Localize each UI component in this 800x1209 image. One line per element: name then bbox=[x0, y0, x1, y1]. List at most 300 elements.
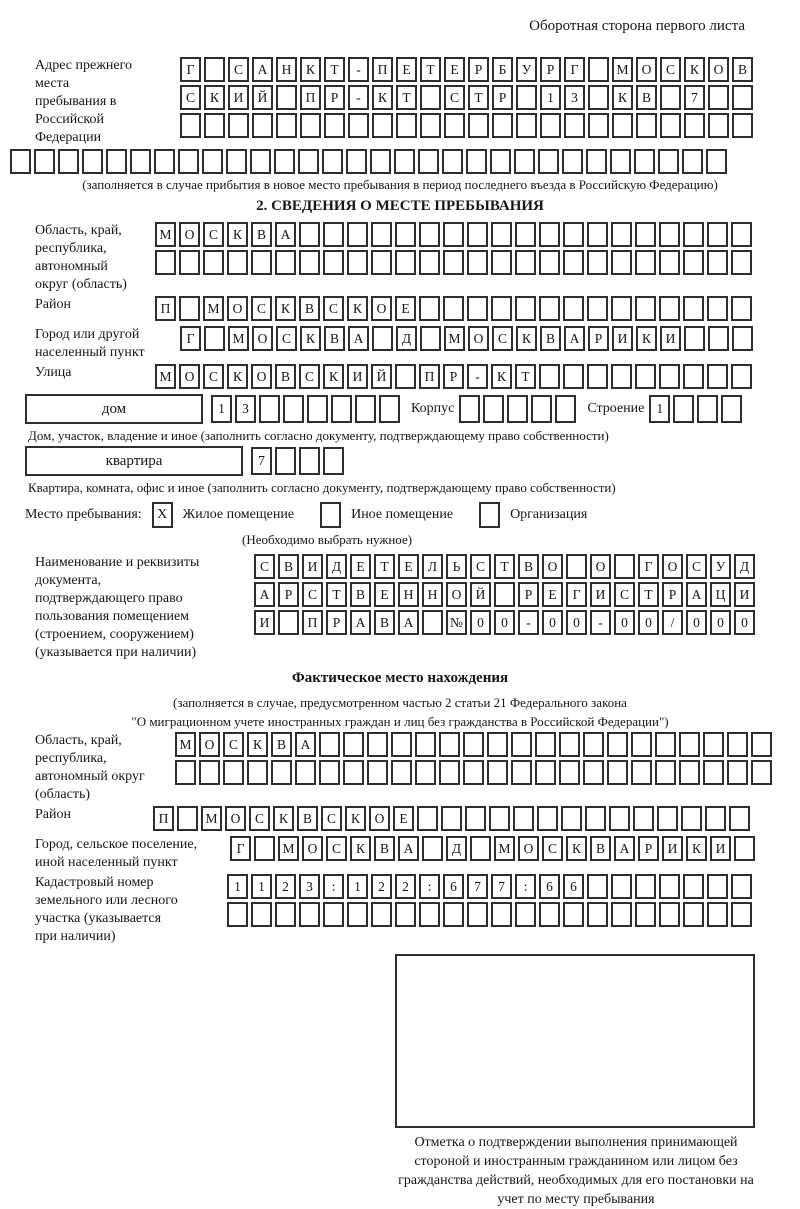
char-box[interactable]: В bbox=[540, 326, 561, 351]
char-box[interactable]: С bbox=[203, 364, 224, 389]
char-box[interactable]: Г bbox=[180, 326, 201, 351]
char-box[interactable] bbox=[250, 149, 271, 174]
char-box[interactable]: И bbox=[662, 836, 683, 861]
char-box[interactable]: С bbox=[492, 326, 513, 351]
char-box[interactable] bbox=[703, 760, 724, 785]
char-box[interactable] bbox=[396, 113, 417, 138]
char-box[interactable] bbox=[682, 149, 703, 174]
char-box[interactable]: Е bbox=[396, 57, 417, 82]
char-box[interactable] bbox=[323, 222, 344, 247]
char-box[interactable] bbox=[422, 610, 443, 635]
char-box[interactable] bbox=[732, 326, 753, 351]
char-box[interactable] bbox=[371, 222, 392, 247]
char-box[interactable]: Е bbox=[374, 582, 395, 607]
char-box[interactable] bbox=[751, 760, 772, 785]
char-box[interactable]: Г bbox=[230, 836, 251, 861]
char-box[interactable] bbox=[347, 902, 368, 927]
char-box[interactable]: У bbox=[516, 57, 537, 82]
char-box[interactable] bbox=[347, 222, 368, 247]
char-box[interactable]: А bbox=[252, 57, 273, 82]
char-box[interactable]: С bbox=[228, 57, 249, 82]
char-box[interactable] bbox=[204, 57, 225, 82]
char-box[interactable]: К bbox=[491, 364, 512, 389]
char-box[interactable] bbox=[487, 760, 508, 785]
char-box[interactable]: Р bbox=[492, 85, 513, 110]
char-box[interactable]: - bbox=[518, 610, 539, 635]
char-box[interactable]: И bbox=[254, 610, 275, 635]
char-box[interactable] bbox=[683, 902, 704, 927]
char-box[interactable]: 7 bbox=[684, 85, 705, 110]
char-box[interactable] bbox=[588, 57, 609, 82]
char-box[interactable] bbox=[635, 222, 656, 247]
char-box[interactable] bbox=[491, 222, 512, 247]
char-box[interactable]: П bbox=[302, 610, 323, 635]
char-box[interactable]: И bbox=[660, 326, 681, 351]
char-box[interactable] bbox=[372, 326, 393, 351]
char-box[interactable] bbox=[372, 113, 393, 138]
char-box[interactable] bbox=[299, 902, 320, 927]
char-box[interactable]: М bbox=[612, 57, 633, 82]
char-box[interactable]: Б bbox=[492, 57, 513, 82]
char-box[interactable] bbox=[271, 760, 292, 785]
char-box[interactable] bbox=[611, 250, 632, 275]
char-box[interactable] bbox=[275, 902, 296, 927]
char-box[interactable] bbox=[539, 296, 560, 321]
char-box[interactable] bbox=[610, 149, 631, 174]
char-box[interactable]: И bbox=[590, 582, 611, 607]
char-box[interactable] bbox=[731, 222, 752, 247]
char-box[interactable] bbox=[179, 296, 200, 321]
char-box[interactable]: И bbox=[228, 85, 249, 110]
char-box[interactable]: П bbox=[300, 85, 321, 110]
char-box[interactable] bbox=[203, 250, 224, 275]
char-box[interactable] bbox=[566, 554, 587, 579]
char-box[interactable]: Р bbox=[588, 326, 609, 351]
char-box[interactable]: Р bbox=[518, 582, 539, 607]
char-box[interactable] bbox=[539, 222, 560, 247]
char-box[interactable] bbox=[731, 902, 752, 927]
char-box[interactable] bbox=[703, 732, 724, 757]
char-box[interactable] bbox=[204, 326, 225, 351]
char-box[interactable] bbox=[587, 364, 608, 389]
char-box[interactable]: Р bbox=[443, 364, 464, 389]
char-box[interactable]: А bbox=[348, 326, 369, 351]
char-box[interactable] bbox=[562, 149, 583, 174]
char-box[interactable] bbox=[611, 874, 632, 899]
char-box[interactable]: 6 bbox=[563, 874, 584, 899]
char-box[interactable]: К bbox=[247, 732, 268, 757]
char-box[interactable] bbox=[607, 732, 628, 757]
char-box[interactable] bbox=[727, 760, 748, 785]
char-box[interactable] bbox=[491, 250, 512, 275]
char-box[interactable]: О bbox=[227, 296, 248, 321]
char-box[interactable] bbox=[418, 149, 439, 174]
char-box[interactable]: Е bbox=[350, 554, 371, 579]
char-box[interactable]: И bbox=[302, 554, 323, 579]
char-box[interactable] bbox=[731, 874, 752, 899]
char-box[interactable]: П bbox=[372, 57, 393, 82]
char-box[interactable] bbox=[299, 250, 320, 275]
char-box[interactable] bbox=[732, 85, 753, 110]
char-box[interactable] bbox=[347, 250, 368, 275]
char-box[interactable] bbox=[633, 806, 654, 831]
char-box[interactable] bbox=[609, 806, 630, 831]
char-box[interactable] bbox=[514, 149, 535, 174]
char-box[interactable]: - bbox=[348, 57, 369, 82]
char-box[interactable] bbox=[708, 85, 729, 110]
char-box[interactable] bbox=[734, 836, 755, 861]
char-box[interactable]: 0 bbox=[470, 610, 491, 635]
char-box[interactable] bbox=[465, 806, 486, 831]
char-box[interactable] bbox=[707, 902, 728, 927]
char-box[interactable] bbox=[468, 113, 489, 138]
char-box[interactable] bbox=[395, 222, 416, 247]
char-box[interactable] bbox=[228, 113, 249, 138]
char-box[interactable] bbox=[415, 732, 436, 757]
char-box[interactable] bbox=[559, 732, 580, 757]
char-box[interactable]: Й bbox=[371, 364, 392, 389]
char-box[interactable]: О bbox=[369, 806, 390, 831]
char-box[interactable] bbox=[346, 149, 367, 174]
char-box[interactable]: - bbox=[590, 610, 611, 635]
char-box[interactable] bbox=[299, 222, 320, 247]
char-box[interactable]: О bbox=[199, 732, 220, 757]
char-box[interactable] bbox=[684, 326, 705, 351]
char-box[interactable] bbox=[563, 296, 584, 321]
char-box[interactable]: А bbox=[275, 222, 296, 247]
char-box[interactable]: О bbox=[708, 57, 729, 82]
char-box[interactable] bbox=[395, 902, 416, 927]
char-box[interactable]: Ц bbox=[710, 582, 731, 607]
char-box[interactable] bbox=[583, 760, 604, 785]
char-box[interactable] bbox=[324, 113, 345, 138]
char-box[interactable] bbox=[684, 113, 705, 138]
char-box[interactable] bbox=[367, 732, 388, 757]
char-box[interactable]: К bbox=[372, 85, 393, 110]
char-box[interactable] bbox=[307, 395, 328, 423]
char-box[interactable] bbox=[607, 760, 628, 785]
char-box[interactable]: Г bbox=[180, 57, 201, 82]
char-box[interactable] bbox=[251, 250, 272, 275]
char-box[interactable] bbox=[367, 760, 388, 785]
char-box[interactable] bbox=[274, 149, 295, 174]
char-box[interactable]: В bbox=[275, 364, 296, 389]
char-box[interactable]: А bbox=[398, 610, 419, 635]
char-box[interactable] bbox=[283, 395, 304, 423]
char-box[interactable]: С bbox=[180, 85, 201, 110]
char-box[interactable] bbox=[370, 149, 391, 174]
char-box[interactable] bbox=[611, 902, 632, 927]
char-box[interactable] bbox=[539, 364, 560, 389]
char-box[interactable]: К bbox=[516, 326, 537, 351]
char-box[interactable] bbox=[420, 113, 441, 138]
char-box[interactable] bbox=[515, 250, 536, 275]
char-box[interactable]: О bbox=[252, 326, 273, 351]
char-box[interactable]: И bbox=[734, 582, 755, 607]
char-box[interactable] bbox=[659, 222, 680, 247]
char-box[interactable] bbox=[585, 806, 606, 831]
char-box[interactable]: Н bbox=[398, 582, 419, 607]
char-box[interactable] bbox=[419, 222, 440, 247]
char-box[interactable] bbox=[10, 149, 31, 174]
char-box[interactable] bbox=[391, 732, 412, 757]
char-box[interactable] bbox=[563, 902, 584, 927]
char-box[interactable]: Р bbox=[540, 57, 561, 82]
char-box[interactable]: С bbox=[254, 554, 275, 579]
char-box[interactable] bbox=[659, 250, 680, 275]
char-box[interactable] bbox=[511, 760, 532, 785]
char-box[interactable] bbox=[178, 149, 199, 174]
char-box[interactable]: В bbox=[374, 836, 395, 861]
char-box[interactable] bbox=[659, 902, 680, 927]
char-box[interactable]: К bbox=[686, 836, 707, 861]
char-box[interactable]: 1 bbox=[649, 395, 670, 423]
char-box[interactable]: Е bbox=[398, 554, 419, 579]
char-box[interactable]: Т bbox=[638, 582, 659, 607]
char-box[interactable] bbox=[564, 113, 585, 138]
char-box[interactable] bbox=[515, 902, 536, 927]
char-box[interactable] bbox=[659, 874, 680, 899]
char-box[interactable] bbox=[636, 113, 657, 138]
char-box[interactable]: 7 bbox=[251, 447, 272, 475]
char-box[interactable] bbox=[254, 836, 275, 861]
char-box[interactable] bbox=[491, 296, 512, 321]
char-box[interactable]: В bbox=[732, 57, 753, 82]
char-box[interactable] bbox=[331, 395, 352, 423]
char-box[interactable] bbox=[611, 222, 632, 247]
char-box[interactable]: Д bbox=[396, 326, 417, 351]
char-box[interactable] bbox=[721, 395, 742, 423]
char-box[interactable] bbox=[588, 113, 609, 138]
char-box[interactable]: А bbox=[295, 732, 316, 757]
char-box[interactable]: А bbox=[564, 326, 585, 351]
char-box[interactable] bbox=[658, 149, 679, 174]
char-box[interactable] bbox=[588, 85, 609, 110]
char-box[interactable] bbox=[614, 554, 635, 579]
char-box[interactable] bbox=[323, 250, 344, 275]
char-box[interactable]: О bbox=[179, 364, 200, 389]
char-box[interactable] bbox=[130, 149, 151, 174]
char-box[interactable] bbox=[708, 113, 729, 138]
char-box[interactable]: 0 bbox=[566, 610, 587, 635]
char-box[interactable]: М bbox=[444, 326, 465, 351]
char-box[interactable] bbox=[463, 760, 484, 785]
char-box[interactable] bbox=[731, 250, 752, 275]
char-box[interactable]: У bbox=[710, 554, 731, 579]
char-box[interactable]: Г bbox=[564, 57, 585, 82]
char-box[interactable]: Р bbox=[278, 582, 299, 607]
char-box[interactable]: М bbox=[155, 222, 176, 247]
char-box[interactable]: Г bbox=[566, 582, 587, 607]
char-box[interactable]: В bbox=[251, 222, 272, 247]
char-box[interactable] bbox=[443, 902, 464, 927]
char-box[interactable] bbox=[299, 447, 320, 475]
char-box[interactable]: В bbox=[374, 610, 395, 635]
char-box[interactable]: М bbox=[175, 732, 196, 757]
char-box[interactable] bbox=[732, 113, 753, 138]
char-box[interactable]: С bbox=[299, 364, 320, 389]
char-box[interactable] bbox=[467, 222, 488, 247]
char-box[interactable]: М bbox=[155, 364, 176, 389]
char-box[interactable] bbox=[555, 395, 576, 423]
char-box[interactable] bbox=[226, 149, 247, 174]
char-box[interactable] bbox=[179, 250, 200, 275]
char-box[interactable] bbox=[487, 732, 508, 757]
char-box[interactable]: 1 bbox=[347, 874, 368, 899]
char-box[interactable]: С bbox=[542, 836, 563, 861]
char-box[interactable]: : bbox=[323, 874, 344, 899]
char-box[interactable]: С bbox=[223, 732, 244, 757]
char-box[interactable]: : bbox=[515, 874, 536, 899]
char-box[interactable] bbox=[343, 732, 364, 757]
char-box[interactable]: 0 bbox=[614, 610, 635, 635]
char-box[interactable] bbox=[697, 395, 718, 423]
char-box[interactable]: Т bbox=[324, 57, 345, 82]
char-box[interactable] bbox=[679, 732, 700, 757]
char-box[interactable]: М bbox=[494, 836, 515, 861]
char-box[interactable] bbox=[707, 250, 728, 275]
char-box[interactable]: К bbox=[300, 326, 321, 351]
char-box[interactable] bbox=[635, 874, 656, 899]
char-box[interactable] bbox=[348, 113, 369, 138]
char-box[interactable] bbox=[489, 806, 510, 831]
char-box[interactable]: С bbox=[614, 582, 635, 607]
char-box[interactable] bbox=[673, 395, 694, 423]
char-box[interactable]: К bbox=[275, 296, 296, 321]
char-box[interactable] bbox=[655, 732, 676, 757]
char-box[interactable] bbox=[631, 760, 652, 785]
char-box[interactable] bbox=[467, 250, 488, 275]
char-box[interactable]: О bbox=[446, 582, 467, 607]
char-box[interactable]: С bbox=[203, 222, 224, 247]
char-box[interactable] bbox=[539, 902, 560, 927]
char-box[interactable]: 7 bbox=[491, 874, 512, 899]
char-box[interactable]: Т bbox=[326, 582, 347, 607]
char-box[interactable]: Н bbox=[422, 582, 443, 607]
char-box[interactable] bbox=[443, 222, 464, 247]
char-box[interactable]: Л bbox=[422, 554, 443, 579]
char-box[interactable] bbox=[323, 447, 344, 475]
char-box[interactable]: Е bbox=[395, 296, 416, 321]
char-box[interactable]: 1 bbox=[227, 874, 248, 899]
char-box[interactable]: 0 bbox=[710, 610, 731, 635]
char-box[interactable]: П bbox=[153, 806, 174, 831]
char-box[interactable] bbox=[199, 760, 220, 785]
char-box[interactable]: К bbox=[347, 296, 368, 321]
char-box[interactable]: П bbox=[155, 296, 176, 321]
char-box[interactable]: А bbox=[350, 610, 371, 635]
char-box[interactable] bbox=[659, 364, 680, 389]
char-box[interactable] bbox=[322, 149, 343, 174]
char-box[interactable] bbox=[587, 902, 608, 927]
char-box[interactable] bbox=[727, 732, 748, 757]
char-box[interactable] bbox=[540, 113, 561, 138]
char-box[interactable] bbox=[491, 902, 512, 927]
char-box[interactable]: 0 bbox=[542, 610, 563, 635]
char-box[interactable]: С bbox=[323, 296, 344, 321]
char-box[interactable]: В bbox=[324, 326, 345, 351]
char-box[interactable]: Д bbox=[446, 836, 467, 861]
char-box[interactable] bbox=[635, 250, 656, 275]
char-box[interactable] bbox=[177, 806, 198, 831]
char-box[interactable] bbox=[539, 250, 560, 275]
checkbox-other-premises[interactable] bbox=[320, 502, 341, 528]
char-box[interactable] bbox=[683, 364, 704, 389]
char-box[interactable]: К bbox=[636, 326, 657, 351]
char-box[interactable] bbox=[379, 395, 400, 423]
char-box[interactable] bbox=[611, 364, 632, 389]
char-box[interactable] bbox=[563, 364, 584, 389]
char-box[interactable] bbox=[106, 149, 127, 174]
char-box[interactable] bbox=[227, 902, 248, 927]
char-box[interactable] bbox=[516, 85, 537, 110]
char-box[interactable] bbox=[443, 250, 464, 275]
char-box[interactable] bbox=[202, 149, 223, 174]
char-box[interactable]: Д bbox=[326, 554, 347, 579]
char-box[interactable] bbox=[223, 760, 244, 785]
char-box[interactable] bbox=[706, 149, 727, 174]
char-box[interactable]: Н bbox=[276, 57, 297, 82]
char-box[interactable]: Р bbox=[638, 836, 659, 861]
char-box[interactable]: А bbox=[686, 582, 707, 607]
char-box[interactable]: О bbox=[179, 222, 200, 247]
char-box[interactable]: В bbox=[636, 85, 657, 110]
char-box[interactable]: С bbox=[326, 836, 347, 861]
char-box[interactable]: 2 bbox=[275, 874, 296, 899]
char-box[interactable] bbox=[34, 149, 55, 174]
char-box[interactable]: В bbox=[278, 554, 299, 579]
char-box[interactable]: К bbox=[345, 806, 366, 831]
char-box[interactable] bbox=[683, 250, 704, 275]
char-box[interactable]: С bbox=[251, 296, 272, 321]
char-box[interactable] bbox=[511, 732, 532, 757]
char-box[interactable] bbox=[631, 732, 652, 757]
char-box[interactable]: 2 bbox=[395, 874, 416, 899]
char-box[interactable]: № bbox=[446, 610, 467, 635]
char-box[interactable] bbox=[276, 113, 297, 138]
char-box[interactable] bbox=[319, 732, 340, 757]
char-box[interactable] bbox=[251, 902, 272, 927]
char-box[interactable]: О bbox=[251, 364, 272, 389]
char-box[interactable] bbox=[439, 760, 460, 785]
char-box[interactable] bbox=[507, 395, 528, 423]
char-box[interactable] bbox=[419, 296, 440, 321]
char-box[interactable] bbox=[707, 874, 728, 899]
char-box[interactable]: М bbox=[203, 296, 224, 321]
char-box[interactable] bbox=[587, 296, 608, 321]
char-box[interactable]: Т bbox=[494, 554, 515, 579]
char-box[interactable] bbox=[483, 395, 504, 423]
char-box[interactable]: К bbox=[227, 222, 248, 247]
char-box[interactable]: 0 bbox=[494, 610, 515, 635]
char-box[interactable]: К bbox=[273, 806, 294, 831]
char-box[interactable] bbox=[681, 806, 702, 831]
char-box[interactable] bbox=[391, 760, 412, 785]
char-box[interactable]: 6 bbox=[539, 874, 560, 899]
char-box[interactable] bbox=[419, 250, 440, 275]
char-box[interactable] bbox=[587, 222, 608, 247]
char-box[interactable] bbox=[227, 250, 248, 275]
char-box[interactable] bbox=[154, 149, 175, 174]
char-box[interactable]: О bbox=[302, 836, 323, 861]
char-box[interactable]: К bbox=[350, 836, 371, 861]
char-box[interactable] bbox=[298, 149, 319, 174]
char-box[interactable] bbox=[419, 902, 440, 927]
char-box[interactable] bbox=[443, 296, 464, 321]
char-box[interactable]: 1 bbox=[540, 85, 561, 110]
char-box[interactable]: О bbox=[636, 57, 657, 82]
char-box[interactable]: В bbox=[350, 582, 371, 607]
